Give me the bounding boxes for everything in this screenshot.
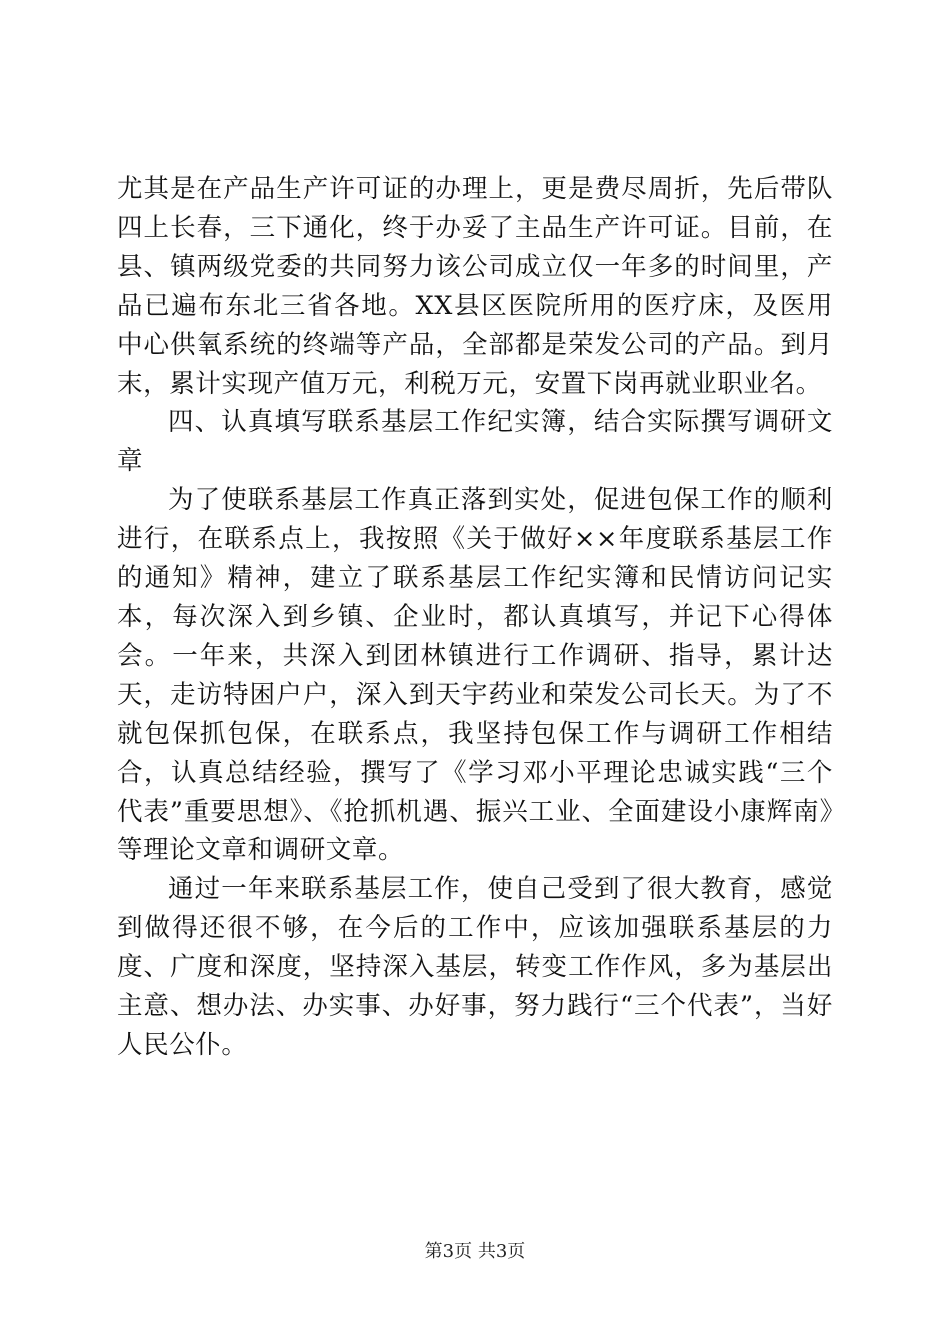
- page-footer: 第3页 共3页: [424, 1241, 526, 1262]
- document-body: [117, 170, 833, 1065]
- paragraph-conclusion: 通过一年来联系基层工作，使自己受到了很大教育，感觉到做得还很不够，在今后的工作中，应该加强联系基层的力度、广度和深度，坚持深入基层，转变工作作风，多为基层出主意、想办法、办实事、办好事，努力践行“三个代表”，当好人民公仆。: [117, 874, 833, 1060]
- section-heading-four: 四、认真填写联系基层工作纪实簿，结合实际撰写调研文章: [117, 407, 833, 477]
- paragraph-research-work: 为了使联系基层工作真正落到实处，促进包保工作的顺利进行，在联系点上，我按照《关于做好××年度联系基层工作的通知》精神，建立了联系基层工作纪实簿和民情访问记实本，每次深入到乡镇、企业时，都认真填写，并记下心得体会。一年来，共深入到团林镇进行工作调研、指导，累计达天，走访特困户户，深入到天宇药业和荣发公司长天。为了不就包保抓包保，在联系点，我坚持包保工作与调研工作相结合，认真总结经验，撰写了《学习邓小平理论忠诚实践“三个代表”重要思想》、《抢抓机遇、振兴工业、全面建设小康辉南》等理论文章和调研文章。: [117, 485, 833, 866]
- paragraph-continuation: 尤其是在产品生产许可证的办理上，更是费尽周折，先后带队四上长春，三下通化，终于办妥了主品生产许可证。目前，在县、镇两级党委的共同努力该公司成立仅一年多的时间里，产品已遍布东北三省各地。XX县区医院所用的医疗床，及医用中心供氧系统的终端等产品，全部都是荣发公司的产品。到月末，累计实现产值万元，利税万元，安置下岗再就业职业名。: [117, 174, 833, 399]
